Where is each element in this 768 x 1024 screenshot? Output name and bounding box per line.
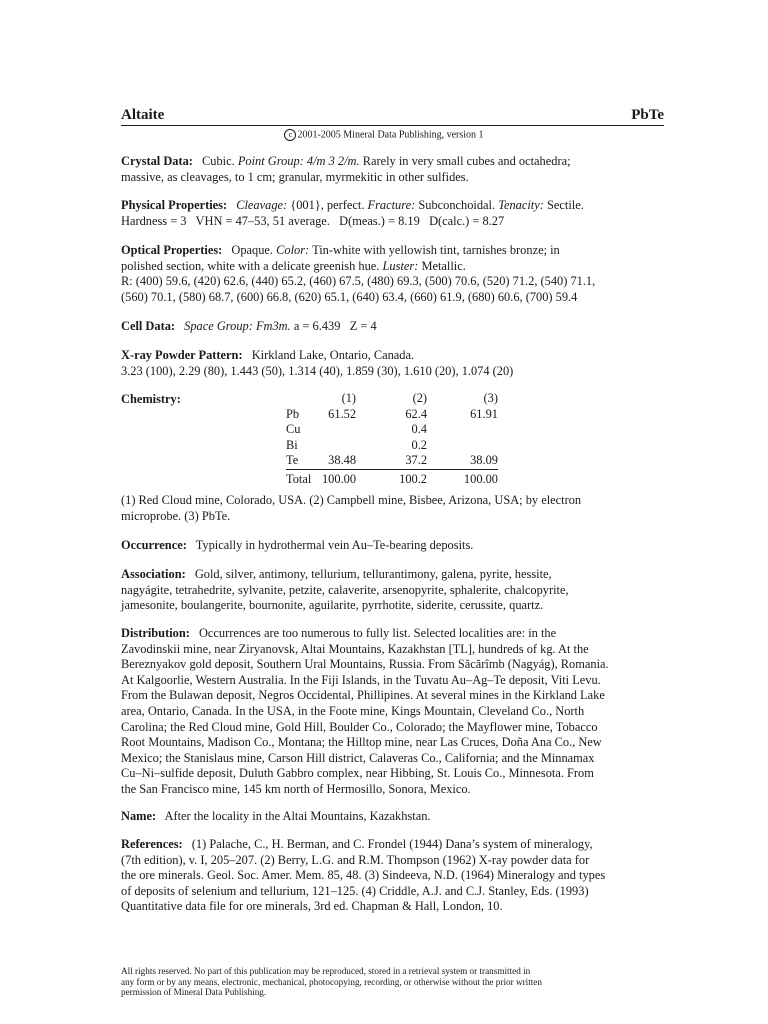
crystal-system: Cubic.: [202, 154, 235, 168]
chemistry-table: [286, 391, 498, 488]
total-label: Total: [286, 469, 322, 487]
reflectance-line-2: (560) 70.1, (580) 68.7, (600) 66.8, (620) 65.1, (640) 63.4, (660) 61.9, (680) 60.6, (700) 59.4: [121, 289, 578, 304]
distribution-text: Bereznyakov gold deposit, Southern Ural Mountains, Russia. From Săcărîmb (Nagyág), Romania.: [121, 657, 609, 672]
table-row: [286, 453, 498, 469]
value-cell: 37.2: [405, 453, 428, 468]
mineral-name: Altaite: [121, 107, 165, 123]
element-cell: Pb: [286, 406, 300, 421]
reference-text: the ore minerals. Geol. Soc. Amer. Mem. 85, 48. (3) Sindeeva, N.D. (1964) Mineralogy and types: [121, 868, 606, 883]
optical-label: Optical Properties:: [121, 243, 223, 257]
column-header: (1): [341, 391, 357, 405]
references-section: [121, 837, 666, 915]
value-cell: 38.09: [470, 453, 498, 468]
value-cell: [322, 422, 356, 438]
crystal-data-label: Crystal Data:: [121, 154, 193, 168]
point-group: 4/m 3 2/m.: [306, 154, 360, 168]
point-group-label: Point Group:: [237, 154, 304, 168]
reference-text: of deposits of selenium and tellurium, 121–125. (4) Criddle, A.J. and C.J. Stanley, Eds. (1993): [121, 883, 589, 898]
distribution-text: Mexico; the Stanislaus mine, Carson Hill district, Calaveras Co., California; and the Minnamax: [121, 750, 595, 765]
distribution-text: Zavodinskii mine, near Ziryanovsk, Altai Mountains, Kazakhstan [TL], hundreds of kg. At the: [121, 641, 589, 656]
cleavage-value: {001}, perfect.: [290, 198, 365, 212]
cleavage-label: Cleavage:: [236, 198, 288, 212]
value-cell: 61.91: [470, 406, 498, 421]
name-label: Name:: [121, 809, 157, 823]
association-section: [121, 567, 666, 614]
tenacity-value: Sectile.: [546, 198, 584, 212]
distribution-text: At Kalgoorlie, Western Australia. In the Fiji Islands, in the Tuvatu Au–Ag–Te deposit, Viti Levu.: [121, 672, 601, 687]
header-rule: [121, 125, 664, 126]
fracture-value: Subconchoidal.: [418, 198, 496, 212]
mineral-formula: PbTe: [631, 107, 664, 123]
value-cell: [427, 438, 498, 454]
column-header: (2): [412, 391, 428, 405]
value-cell: 38.48: [328, 453, 357, 468]
table-row: [286, 438, 498, 454]
distribution-text: Root Mountains, Madison Co., Montana; the Hilltop mine, near Las Cruces, Doña Ana Co., New: [121, 735, 602, 750]
table-header-row: [286, 391, 498, 407]
cell-params: a = 6.439 Z = 4: [293, 319, 377, 333]
chemistry-note-1: (1) Red Cloud mine, Colorado, USA. (2) Campbell mine, Bisbee, Arizona, USA; by electron: [121, 493, 582, 507]
reference-text: (1) Palache, C., H. Berman, and C. Frondel (1944) Dana’s system of mineralogy,: [191, 837, 593, 851]
association-label: Association:: [121, 567, 186, 581]
footer-text: All rights reserved. No part of this publication may be reproduced, stored in a retrieval system or transmitted in: [121, 966, 531, 976]
copyright-line: [0, 129, 768, 141]
xray-lines: 3.23 (100), 2.29 (80), 1.443 (50), 1.314 (40), 1.859 (30), 1.610 (20), 1.074 (20): [121, 363, 514, 378]
total-cell: 100.2: [356, 469, 427, 487]
occurrence-label: Occurrence:: [121, 538, 187, 552]
footer-notice: [121, 966, 641, 998]
opacity: Opaque.: [231, 243, 274, 257]
distribution-text: From the Bulawan deposit, Negros Occidental, Phillipines. At several mines in the Kirkland Lake: [121, 688, 605, 703]
value-cell: 0.4: [411, 422, 428, 437]
chemistry-notes: [121, 493, 666, 524]
distribution-text: the San Francisco mine, 145 km north of Hermosillo, Sonora, Mexico.: [121, 781, 471, 796]
element-cell: Bi: [286, 437, 298, 452]
association-text: Gold, silver, antimony, tellurium, tellurantimony, galena, pyrite, hessite,: [194, 567, 552, 581]
color-label: Color:: [276, 243, 310, 257]
distribution-text: Occurrences are too numerous to fully list. Selected localities are: in the: [198, 626, 557, 640]
distribution-label: Distribution:: [121, 626, 190, 640]
column-header: (3): [483, 391, 498, 405]
reflectance-line-1: R: (400) 59.6, (420) 62.6, (440) 65.2, (460) 67.5, (480) 69.3, (500) 70.6, (520) 71.2, (540) 71.1,: [121, 274, 596, 289]
chemistry-note-2: microprobe. (3) PbTe.: [121, 508, 231, 523]
value-cell: 0.2: [411, 437, 428, 452]
value-cell: 61.52: [328, 406, 357, 421]
xray-label: X-ray Powder Pattern:: [121, 348, 243, 362]
occurrence-text: Typically in hydrothermal vein Au–Te-bearing deposits.: [195, 538, 474, 552]
table-row: [286, 422, 498, 438]
distribution-text: Carolina; the Red Cloud mine, Gold Hill, Boulder Co., Colorado; the Mayflower mine, Tobacco: [121, 719, 598, 734]
page-header: [121, 107, 664, 124]
copyright-text: 2001-2005 Mineral Data Publishing, version 1: [297, 129, 484, 141]
value-cell: [427, 422, 498, 438]
color-value: Tin-white with yellowish tint, tarnishes bronze; in: [312, 243, 560, 257]
association-text: jamesonite, boulangerite, bournonite, aguilarite, pyrrhotite, siderite, cerussite, quartz.: [121, 598, 544, 613]
distribution-section: [121, 626, 666, 798]
footer-text: any form or by any means, electronic, mechanical, photocopying, recording, or otherwise without the prior written: [121, 976, 542, 987]
association-text: nagyágite, tetrahedrite, sylvanite, petzite, calaverite, arsenopyrite, sphalerite, chalcopyrite,: [121, 582, 569, 597]
total-cell: 100.00: [427, 469, 498, 487]
distribution-text: Cu–Ni–sulfide deposit, Duluth Gabbro complex, near Hibbing, St. Louis Co., Minnesota. From: [121, 766, 594, 781]
optical-properties-section: [121, 243, 666, 305]
chemistry-label: Chemistry:: [121, 392, 181, 406]
crystal-habit: Rarely in very small cubes and octahedra;: [362, 154, 571, 168]
table-total-row: [286, 469, 498, 487]
total-cell: 100.00: [322, 469, 356, 487]
fracture-label: Fracture:: [367, 198, 416, 212]
name-text: After the locality in the Altai Mountains, Kazakhstan.: [164, 809, 431, 823]
copyright-icon: c: [284, 129, 296, 141]
reference-text: Quantitative data file for ore minerals, 3rd ed. Chapman & Hall, London, 10.: [121, 899, 503, 914]
physical-label: Physical Properties:: [121, 198, 228, 212]
name-section: [121, 809, 666, 825]
xray-section: [121, 348, 666, 379]
table-row: [286, 407, 498, 423]
distribution-text: area, Ontario, Canada. In the USA, in the Foote mine, Kings Mountain, Cleveland Co., North: [121, 703, 585, 718]
hardness-density: Hardness = 3 VHN = 47–53, 51 average. D(meas.) = 8.19 D(calc.) = 8.27: [121, 213, 505, 228]
occurrence-section: [121, 538, 666, 554]
polished-section: polished section, white with a delicate greenish hue.: [121, 258, 380, 273]
xray-locality: Kirkland Lake, Ontario, Canada.: [251, 348, 415, 362]
element-cell: Te: [286, 453, 299, 468]
footer-text: permission of Mineral Data Publishing.: [121, 987, 267, 997]
tenacity-label: Tenacity:: [498, 198, 544, 212]
value-cell: 62.4: [405, 406, 428, 421]
space-group-value: Fm3m.: [255, 319, 291, 333]
element-cell: Cu: [286, 422, 301, 437]
value-cell: [322, 438, 356, 454]
physical-properties-section: [121, 198, 666, 229]
references-label: References:: [121, 837, 183, 851]
space-group-label: Space Group:: [184, 319, 253, 333]
reference-text: (7th edition), v. I, 205–207. (2) Berry, L.G. and R.M. Thompson (1962) X-ray powder data for: [121, 852, 590, 867]
luster-label: Luster:: [382, 258, 419, 273]
crystal-data-section: [121, 154, 666, 185]
cell-data-label: Cell Data:: [121, 319, 176, 333]
crystal-habit-cont: massive, as cleavages, to 1 cm; granular, myrmekitic in other sulfides.: [121, 169, 469, 184]
luster-value: Metallic.: [421, 258, 466, 273]
cell-data-section: [121, 319, 666, 335]
